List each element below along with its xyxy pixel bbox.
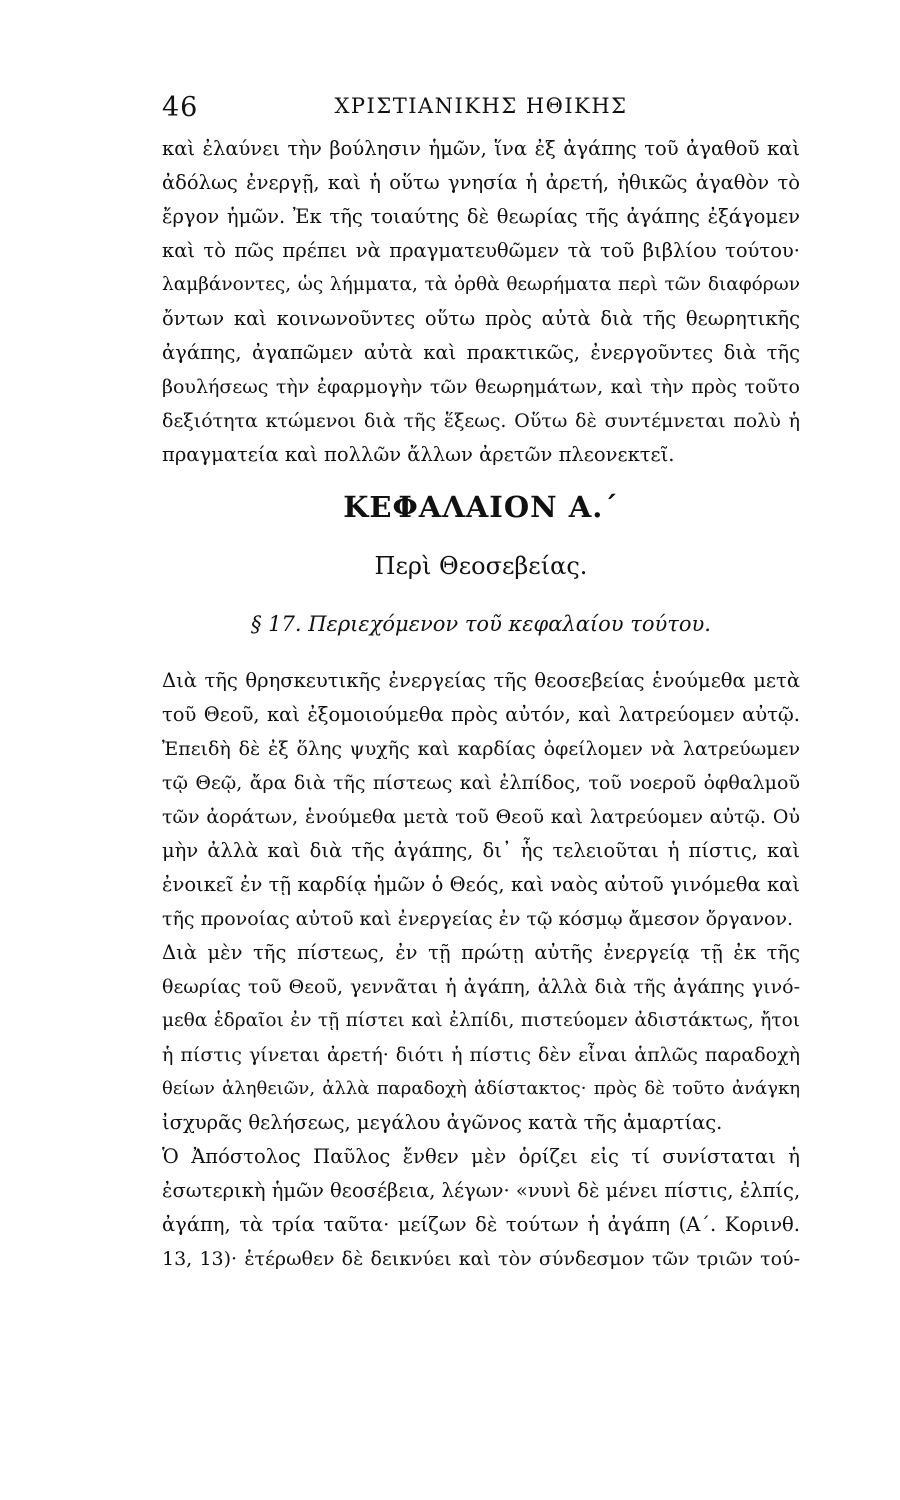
text-line: Διὰ μὲν τῆς πίστεως, ἐν τῇ πρώτῃ αὐτῆς ἐνεργείᾳ τῇ ἐκ τῆς [162,941,800,964]
text-line: Διὰ τῆς θρησκευτικῆς ἐνεργείας τῆς θεοσεβείας ἑνούμεθα μετὰ [162,669,800,692]
text-line: ἰσχυρᾶς θελήσεως, μεγάλου ἀγῶνος κατὰ τῆς ἁμαρτίας. [162,1111,723,1134]
page-number: 46 [162,92,199,123]
text-line: λαμβάνοντες, ὡς λήμματα, τὰ ὀρθὰ θεωρήματα περὶ τῶν διαφόρων [162,274,800,295]
text-line: Ὁ Ἀπόστολος Παῦλος ἔνθεν μὲν ὁρίζει εἰς τί συνίσταται ἡ [162,1145,800,1168]
text-line: μεθα ἑδραῖοι ἐν τῇ πίστει καὶ ἐλπίδι, πιστεύομεν ἀδιστάκτως, ἤτοι [162,1010,800,1031]
running-title: ΧΡΙΣΤΙΑΝΙΚΗΣ ΗΘΙΚΗΣ [334,94,628,118]
text-line: ἀδόλως ἐνεργῇ, καὶ ἡ οὕτω γνησία ἡ ἀρετή, ἠθικῶς ἀγαθὸν τὸ [162,171,800,194]
text-line: δεξιότητα κτώμενοι διὰ τῆς ἕξεως. Οὕτω δὲ συντέμνεται πολὺ ἡ [162,410,800,432]
text-line: ἔργον ἡμῶν. Ἐκ τῆς τοιαύτης δὲ θεωρίας τῆς ἀγάπης ἐξάγομεν [162,205,800,228]
text-line: τῶν ἀοράτων, ἑνούμεθα μετὰ τοῦ Θεοῦ καὶ λατρεύομεν αὐτῷ. Οὐ [162,806,800,828]
chapter-heading: ΚΕΦΑΛΑΙΟΝ Α.΄ [343,490,619,524]
text-line: καὶ τὸ πῶς πρέπει νὰ πραγματευθῶμεν τὰ τοῦ βιβλίου τούτου· [162,239,800,262]
text-line: καὶ ἐλαύνει τὴν βούλησιν ἡμῶν, ἵνα ἐξ ἀγάπης τοῦ ἀγαθοῦ καὶ [162,137,800,160]
text-line: ὄντων καὶ κοινωνοῦντες οὕτω πρὸς αὐτὰ διὰ τῆς θεωρητικῆς [162,307,800,330]
text-line: πραγματεία καὶ πολλῶν ἄλλων ἀρετῶν πλεονεκτεῖ. [162,443,675,466]
text-line: τῆς προνοίας αὐτοῦ καὶ ἐνεργείας ἐν τῷ κόσμῳ ἄμεσον ὄργανον. [162,908,794,930]
text-line: 13, 13)· ἑτέρωθεν δὲ δεικνύει καὶ τὸν σύνδεσμον τῶν τριῶν τού- [162,1248,800,1270]
text-line: τῷ Θεῷ, ἄρα διὰ τῆς πίστεως καὶ ἐλπίδος, τοῦ νοεροῦ ὀφθαλμοῦ [162,772,800,794]
text-line: μὴν ἀλλὰ καὶ διὰ τῆς ἀγάπης, δι᾽ ἧς τελειοῦται ἡ πίστις, καὶ [162,839,800,862]
text-line: ἀγάπης, ἀγαπῶμεν αὐτὰ καὶ πρακτικῶς, ἐνεργοῦντες διὰ τῆς [162,341,800,364]
text-line: ἀγάπη, τὰ τρία ταῦτα· μείζων δὲ τούτων ἡ ἀγάπη (Α΄. Κορινθ. [162,1213,800,1236]
section-heading: § 17. Περιεχόμενον τοῦ κεφαλαίου τούτου. [251,612,711,636]
page-header [162,90,800,130]
text-line: θεωρίας τοῦ Θεοῦ, γεννᾶται ἡ ἀγάπη, ἀλλὰ διὰ τῆς ἀγάπης γινό- [162,976,800,998]
text-line: τοῦ Θεοῦ, καὶ ἐξομοιούμεθα πρὸς αὐτόν, καὶ λατρεύομεν αὐτῷ. [162,703,800,726]
text-line: ἡ πίστις γίνεται ἀρετή· διότι ἡ πίστις δὲν εἶναι ἁπλῶς παραδοχὴ [162,1044,800,1066]
text-line: θείων ἀληθειῶν, ἀλλὰ παραδοχὴ ἀδίστακτος· πρὸς δὲ τοῦτο ἀνάγκη [162,1078,800,1099]
text-line: Ἐπειδὴ δὲ ἐξ ὅλης ψυχῆς καὶ καρδίας ὀφείλομεν νὰ λατρεύωμεν [162,738,800,760]
text-line: βουλήσεως τὴν ἐφαρμογὴν τῶν θεωρημάτων, καὶ τὴν πρὸς τοῦτο [162,376,800,398]
chapter-subtitle: Περὶ Θεοσεβείας. [374,552,588,580]
text-line: ἐσωτερικὴ ἡμῶν θεοσέβεια, λέγων· «νυνὶ δὲ μένει πίστις, ἐλπίς, [162,1179,801,1202]
text-line: ἐνοικεῖ ἐν τῇ καρδίᾳ ἡμῶν ὁ Θεός, καὶ ναὸς αὐτοῦ γινόμεθα καὶ [162,873,800,896]
